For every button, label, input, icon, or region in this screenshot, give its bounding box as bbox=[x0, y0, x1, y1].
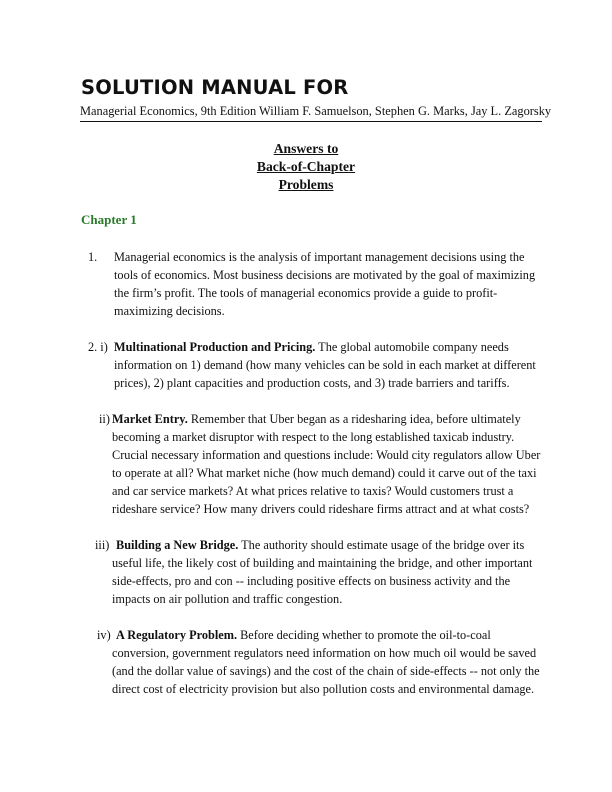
book-subtitle: Managerial Economics, 9th Edition William F. Samuelson, Stephen G. Marks, Jay L. Zagorsky bbox=[80, 104, 542, 122]
answer-text-line: the firm’s profit. The tools of managerial economics provide a guide to profit- bbox=[114, 286, 498, 300]
answer-text-line: Before deciding whether to promote the oil-to-coal bbox=[237, 628, 491, 642]
answers-heading bbox=[0, 140, 612, 194]
heading-line-2: Back-of-Chapter bbox=[256, 159, 356, 174]
answer-marker: 2. i) bbox=[88, 340, 108, 354]
answer-marker: ii) bbox=[99, 412, 110, 426]
answer-text-line: side-effects, pro and con -- including positive effects on business activity and the bbox=[112, 574, 511, 588]
answer-text-line: conversion, government regulators need information on how much oil would be saved bbox=[112, 646, 537, 660]
answer-text-line: The global automobile company needs bbox=[315, 340, 509, 354]
answer-text-line: useful life, the likely cost of building and maintaining the bridge, and other important bbox=[112, 556, 533, 570]
answer-text-line: tools of economics. Most business decisions are motivated by the goal of maximizing bbox=[114, 268, 536, 282]
answer-text-line: Remember that Uber began as a ridesharing idea, before ultimately bbox=[187, 412, 521, 426]
answer-text-line: and car service markets? At what prices relative to taxis? Would customers trust a bbox=[112, 484, 514, 498]
heading-line-3: Problems bbox=[278, 177, 334, 192]
answer-topic-label: Building a New Bridge. bbox=[116, 538, 239, 552]
answer-marker: iii) bbox=[95, 538, 110, 552]
answer-text-line: becoming a market disruptor with respect to the long established taxicab industry. bbox=[112, 430, 515, 444]
answer-text-line: maximizing decisions. bbox=[114, 304, 225, 318]
answer-marker: 1. bbox=[88, 250, 98, 264]
answer-topic-label: A Regulatory Problem. bbox=[116, 628, 238, 642]
heading-line-1: Answers to bbox=[273, 141, 339, 156]
answer-text-line: impacts on air pollution and traffic congestion. bbox=[112, 592, 343, 606]
answer-text-line: The authority should estimate usage of the bridge over its bbox=[238, 538, 525, 552]
answer-text-line: prices), 2) plant capacities and production costs, and 3) trade barriers and tariffs. bbox=[114, 376, 510, 390]
answer-text-line: rideshare service? How many drivers could rideshare firms attract and at what costs? bbox=[112, 502, 530, 516]
answer-text-line: Crucial necessary information and questions include: Would city regulators allow Uber bbox=[112, 448, 541, 462]
answer-text-line: Managerial economics is the analysis of important management decisions using the bbox=[114, 250, 525, 264]
answer-text-line: (and the dollar value of savings) and the cost of the chain of side-effects -- not only the bbox=[112, 664, 540, 678]
answer-marker: iv) bbox=[97, 628, 111, 642]
chapter-heading: Chapter 1 bbox=[81, 212, 137, 227]
answer-topic-label: Market Entry. bbox=[112, 412, 188, 426]
answer-text-line: information on 1) demand (how many vehicles can be sold in each market at different bbox=[114, 358, 536, 372]
answer-text-line: to operate at all? What market niche (how much demand) could it carve out of the taxi bbox=[112, 466, 537, 480]
document-title: SOLUTION MANUAL FOR bbox=[81, 76, 349, 99]
answer-text-line: direct cost of electricity provision but also pollution costs and environmental damage. bbox=[112, 682, 535, 696]
answer-topic-label: Multinational Production and Pricing. bbox=[114, 340, 316, 354]
